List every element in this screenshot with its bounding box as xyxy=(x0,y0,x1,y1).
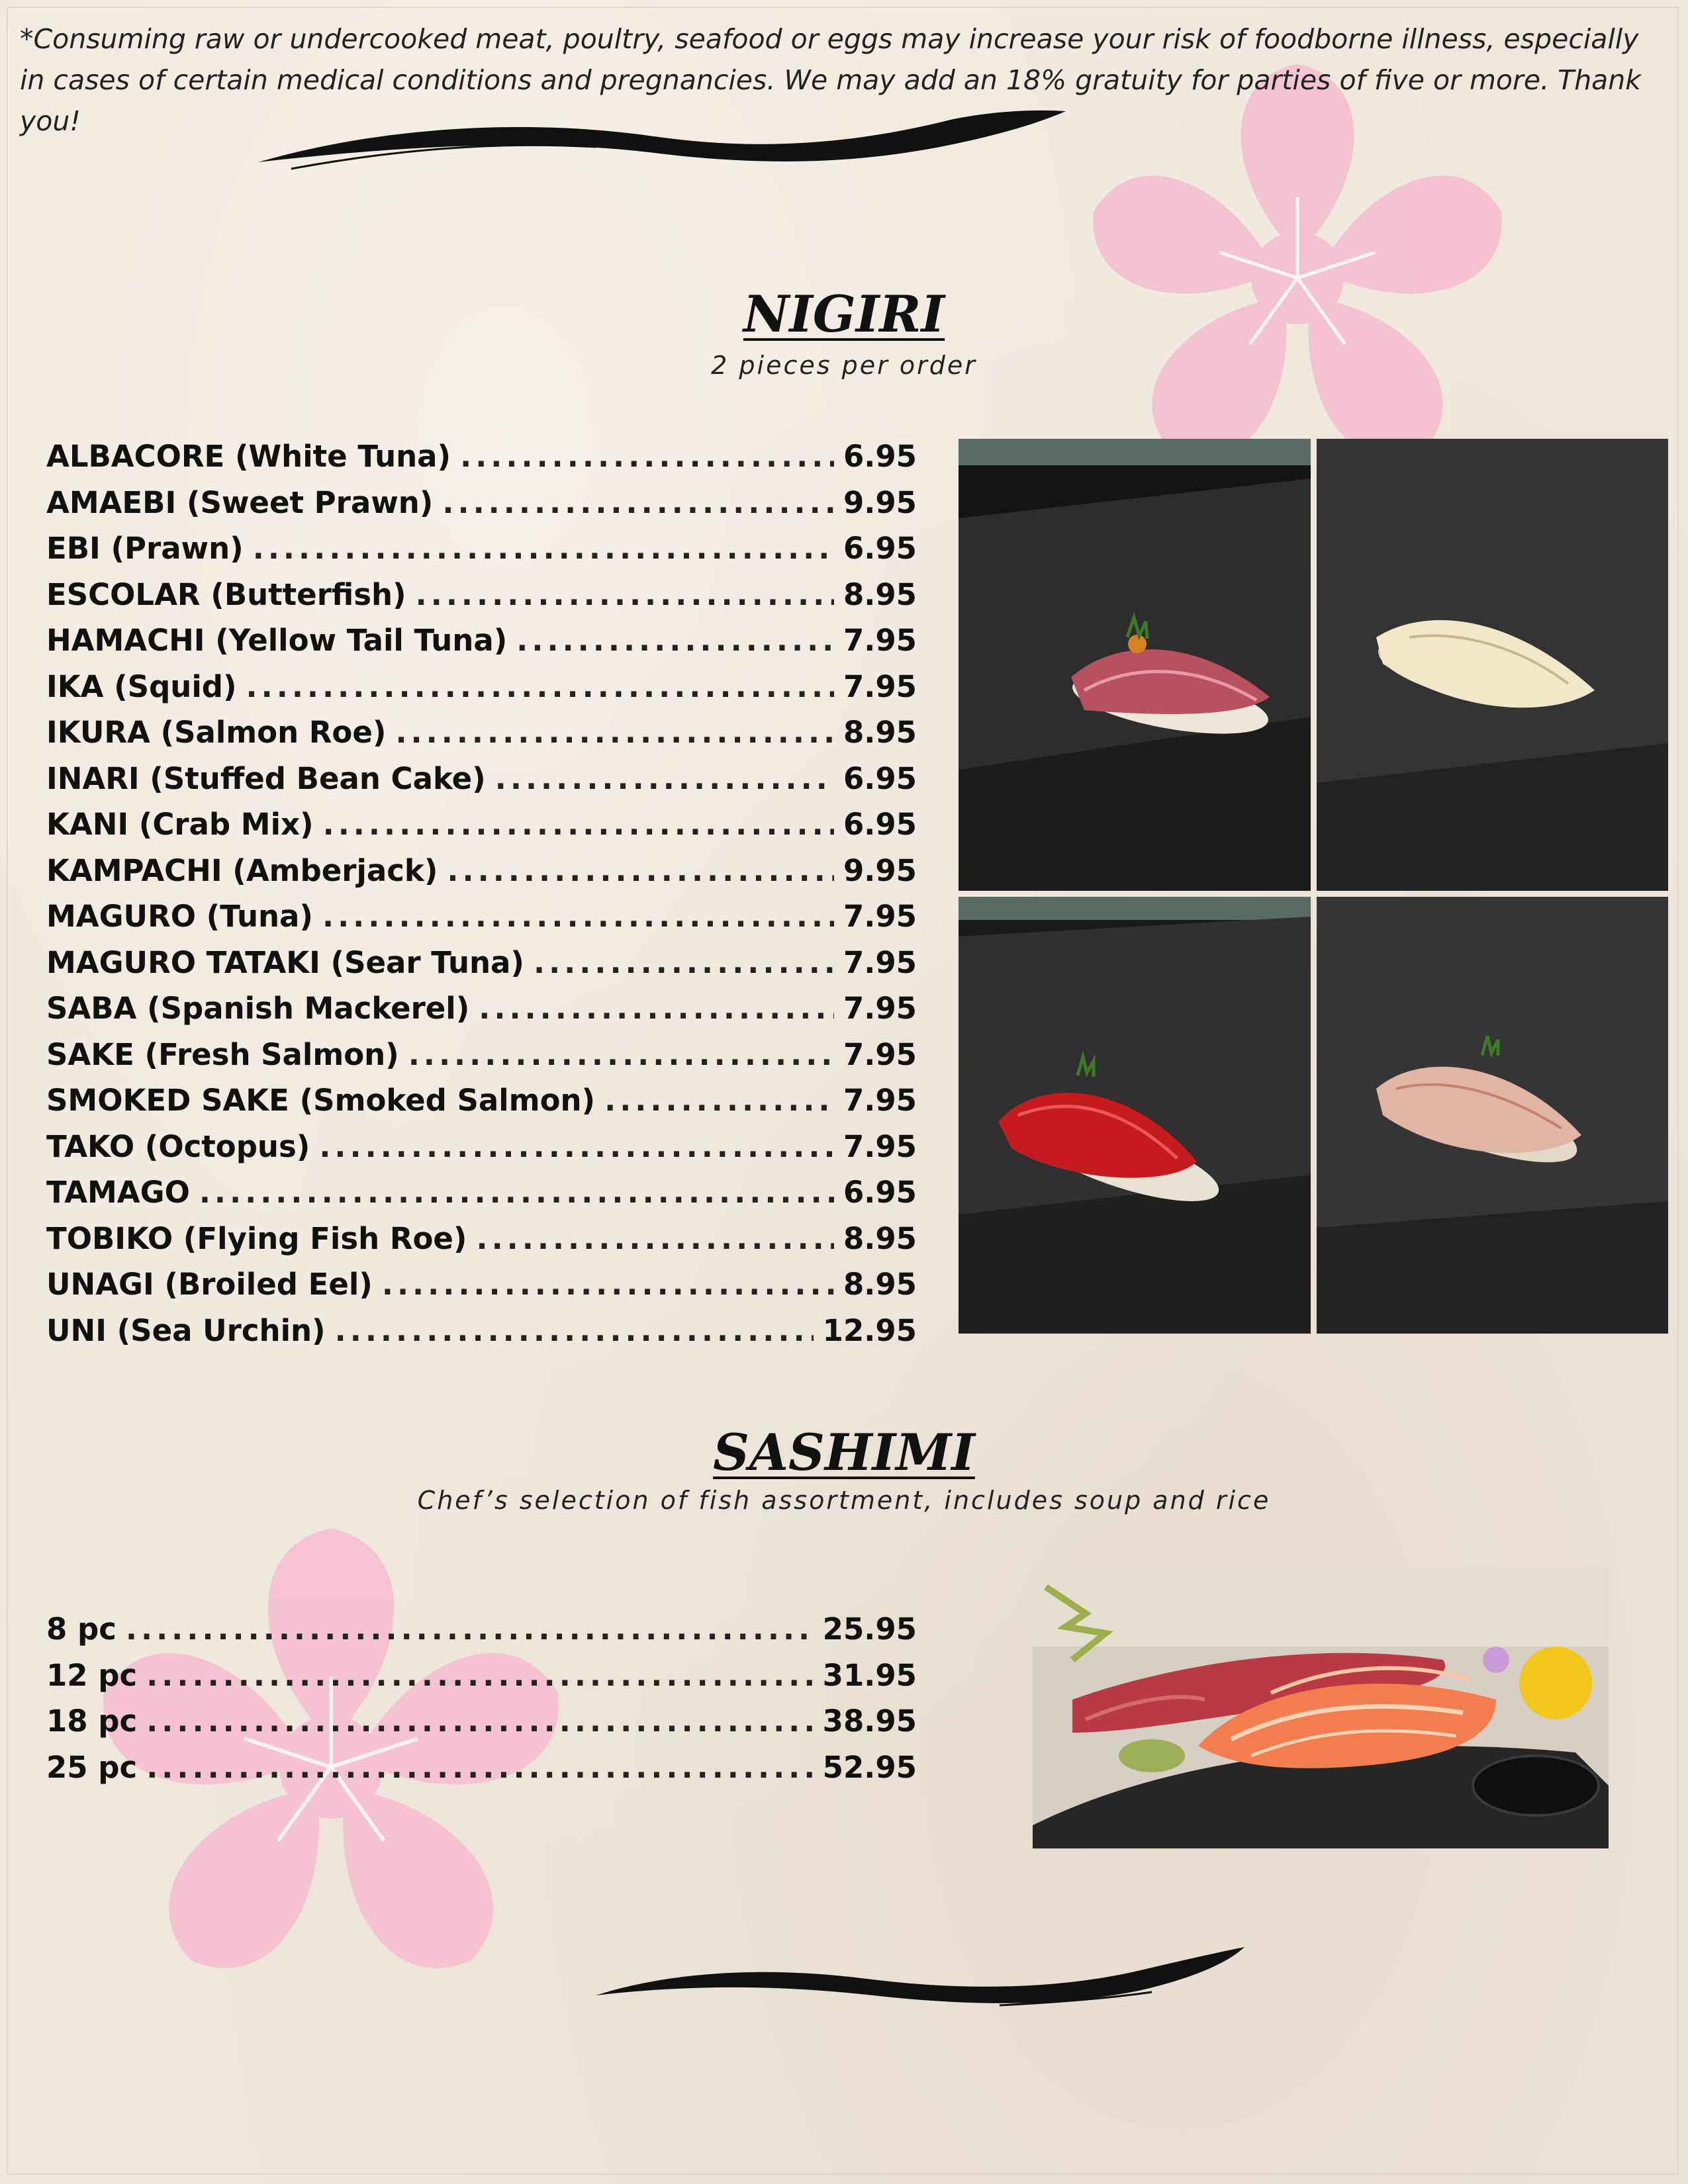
nigiri-photo-white-fish xyxy=(1317,439,1668,891)
nigiri-menu-item xyxy=(46,1175,917,1221)
nigiri-menu-item xyxy=(46,531,917,577)
nigiri-photo-albacore xyxy=(959,439,1311,891)
dot-leader xyxy=(416,577,834,612)
dot-leader xyxy=(146,1704,813,1739)
menu-item-name: MAGURO (Tuna) xyxy=(46,899,313,934)
dot-leader xyxy=(479,991,834,1026)
nigiri-subtitle: 2 pieces per order xyxy=(711,351,977,380)
dot-leader xyxy=(442,485,834,520)
menu-item-price: 38.95 xyxy=(822,1704,917,1739)
nigiri-menu-item xyxy=(46,623,917,669)
nigiri-photo-maguro xyxy=(959,897,1311,1334)
dot-leader xyxy=(323,807,834,842)
menu-item-price: 52.95 xyxy=(822,1749,917,1785)
dot-leader xyxy=(516,623,834,658)
nigiri-menu-item xyxy=(46,1221,917,1267)
menu-item-price: 8.95 xyxy=(843,1267,917,1302)
dot-leader xyxy=(322,899,834,934)
menu-item-price: 7.95 xyxy=(843,899,917,934)
sashimi-subtitle: Chef’s selection of fish assortment, includes soup and rice xyxy=(417,1486,1271,1515)
menu-item-price: 8.95 xyxy=(843,576,917,612)
sashimi-menu-item xyxy=(46,1750,917,1796)
menu-item-name: 12 pc xyxy=(46,1657,138,1693)
nigiri-menu-item xyxy=(46,1313,917,1359)
nigiri-photo-kampachi xyxy=(1317,897,1668,1334)
nigiri-title: NIGIRI xyxy=(743,285,945,343)
menu-item-name: IKURA (Salmon Roe) xyxy=(46,715,387,750)
menu-item-name: EBI (Prawn) xyxy=(46,531,244,566)
menu-item-name: IKA (Squid) xyxy=(46,668,237,704)
dot-leader xyxy=(534,945,834,980)
dot-leader xyxy=(146,1750,813,1785)
menu-item-price: 6.95 xyxy=(843,531,917,566)
nigiri-menu-item xyxy=(46,807,917,853)
nigiri-menu-item xyxy=(46,577,917,623)
nigiri-menu-item xyxy=(46,899,917,945)
menu-item-name: 8 pc xyxy=(46,1612,117,1647)
menu-item-price: 6.95 xyxy=(843,1175,917,1210)
sashimi-title: SASHIMI xyxy=(713,1423,975,1482)
menu-item-name: SMOKED SAKE (Smoked Salmon) xyxy=(46,1083,596,1118)
sashimi-menu-item xyxy=(46,1658,917,1704)
menu-item-price: 9.95 xyxy=(843,852,917,888)
menu-item-price: 6.95 xyxy=(843,807,917,842)
menu-item-price: 7.95 xyxy=(843,1128,917,1164)
dot-leader xyxy=(146,1658,813,1693)
menu-item-name: SABA (Spanish Mackerel) xyxy=(46,991,470,1026)
dot-leader xyxy=(604,1083,834,1118)
dot-leader xyxy=(126,1612,814,1647)
menu-item-price: 25.95 xyxy=(822,1612,917,1647)
dot-leader xyxy=(447,853,834,888)
dot-leader xyxy=(253,531,834,566)
nigiri-menu-item xyxy=(46,945,917,991)
menu-item-price: 7.95 xyxy=(843,1036,917,1072)
nigiri-menu-item xyxy=(46,1083,917,1129)
menu-item-name: SAKE (Fresh Salmon) xyxy=(46,1036,399,1072)
menu-item-name: INARI (Stuffed Bean Cake) xyxy=(46,760,486,796)
menu-item-price: 9.95 xyxy=(843,484,917,520)
dot-leader xyxy=(476,1221,833,1256)
dot-leader xyxy=(246,669,834,704)
menu-item-name: UNAGI (Broiled Eel) xyxy=(46,1267,373,1302)
sashimi-menu-list xyxy=(46,1612,917,1796)
nigiri-menu-item xyxy=(46,485,917,531)
menu-item-name: HAMACHI (Yellow Tail Tuna) xyxy=(46,623,508,658)
menu-item-price: 12.95 xyxy=(822,1312,917,1348)
menu-item-price: 7.95 xyxy=(843,944,917,980)
menu-item-price: 31.95 xyxy=(822,1657,917,1693)
nigiri-menu-item xyxy=(46,439,917,485)
nigiri-menu-item xyxy=(46,991,917,1037)
nigiri-menu-item xyxy=(46,761,917,807)
sashimi-photo xyxy=(1033,1567,1609,1848)
menu-item-price: 8.95 xyxy=(843,1220,917,1256)
nigiri-menu-item xyxy=(46,1129,917,1175)
menu-item-name: TOBIKO (Flying Fish Roe) xyxy=(46,1220,467,1256)
nigiri-menu-item xyxy=(46,669,917,715)
menu-item-name: AMAEBI (Sweet Prawn) xyxy=(46,484,434,520)
menu-item-name: UNI (Sea Urchin) xyxy=(46,1312,326,1348)
menu-item-price: 8.95 xyxy=(843,715,917,750)
menu-item-price: 6.95 xyxy=(843,760,917,796)
menu-item-name: TAKO (Octopus) xyxy=(46,1128,310,1164)
menu-item-name: TAMAGO xyxy=(46,1175,190,1210)
menu-item-name: 25 pc xyxy=(46,1749,138,1785)
dot-leader xyxy=(395,715,834,750)
menu-item-price: 6.95 xyxy=(843,439,917,474)
menu-item-name: 18 pc xyxy=(46,1704,138,1739)
nigiri-menu-item xyxy=(46,715,917,761)
brush-stroke-bottom-icon xyxy=(589,1939,1251,2019)
nigiri-menu-list xyxy=(46,439,917,1359)
menu-item-name: MAGURO TATAKI (Sear Tuna) xyxy=(46,944,524,980)
dot-leader xyxy=(495,761,834,796)
menu-item-price: 7.95 xyxy=(843,1083,917,1118)
menu-item-name: ALBACORE (White Tuna) xyxy=(46,439,451,474)
dot-leader xyxy=(408,1037,834,1072)
nigiri-menu-item xyxy=(46,1267,917,1313)
nigiri-menu-item xyxy=(46,1037,917,1083)
dot-leader xyxy=(199,1175,834,1210)
dot-leader xyxy=(460,439,834,474)
menu-item-name: ESCOLAR (Butterfish) xyxy=(46,576,406,612)
nigiri-menu-item xyxy=(46,853,917,899)
dot-leader xyxy=(319,1129,834,1164)
menu-item-price: 7.95 xyxy=(843,623,917,658)
menu-item-name: KANI (Crab Mix) xyxy=(46,807,314,842)
menu-item-price: 7.95 xyxy=(843,991,917,1026)
menu-item-price: 7.95 xyxy=(843,668,917,704)
food-safety-disclaimer: *Consuming raw or undercooked meat, poultry, seafood or eggs may increase your risk of foodborne illness, especially in cases of certain medical conditions and pregnancies. We may add an 18% gratuity for parties of five or more. Thank you! xyxy=(20,23,1642,137)
sashimi-menu-item xyxy=(46,1704,917,1750)
menu-item-name: KAMPACHI (Amberjack) xyxy=(46,852,438,888)
dot-leader xyxy=(335,1313,814,1348)
dot-leader xyxy=(382,1267,834,1302)
sashimi-menu-item xyxy=(46,1612,917,1658)
